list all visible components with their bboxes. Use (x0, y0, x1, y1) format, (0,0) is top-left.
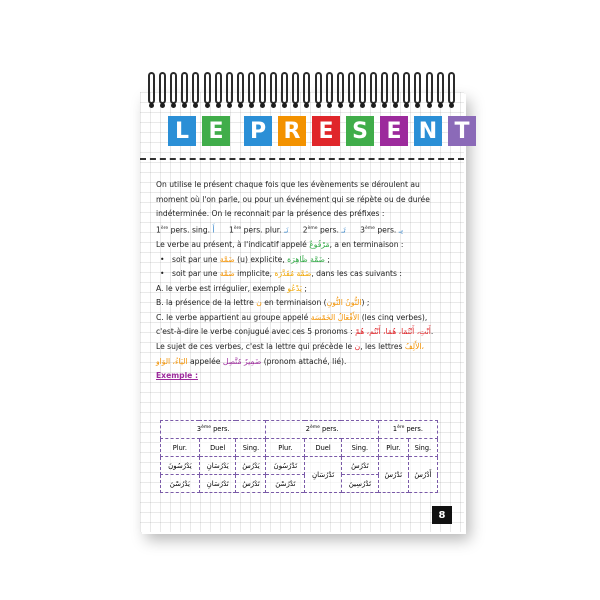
binding-ring (270, 72, 277, 104)
binding-ring (370, 72, 377, 104)
binding-ring (281, 72, 288, 104)
subheader-cell: Plur. (161, 439, 200, 457)
binding-ring (359, 72, 366, 104)
table-cell: تَدْرُسُ (236, 475, 266, 493)
subheader-cell: Plur. (378, 439, 408, 457)
conjugation-table (160, 420, 438, 493)
subheader-cell: Sing. (408, 439, 437, 457)
sujet-line-2: اليَاءُ، الوَاو appelée ضَمِيرٌ مُتَّصِل (pronom attaché, lié). (156, 356, 347, 366)
binding-ring (170, 72, 177, 104)
binding-ring (226, 72, 233, 104)
prefix-1-sing: 1ère pers. sing. أَ (156, 225, 215, 235)
prefix-2: 2ème pers. تَـ (302, 225, 346, 235)
title-letter-tile: E (312, 116, 340, 146)
title-letter-tile: E (202, 116, 230, 146)
table-cell: نَدْرُسُ (378, 457, 408, 493)
binding-ring (159, 72, 166, 104)
table-cell: يَدْرُسُ (236, 457, 266, 475)
subheader-cell: Duel (199, 439, 236, 457)
table-cell: تَدْرُسْنَ (266, 475, 305, 493)
case-c-pronouns: c'est-à-dire le verbe conjugué avec ces 5 pronoms : أَنْتِ، أَنْتُمَا، هُمَا، أَنْتُم، هُمْ. (156, 327, 434, 337)
prefix-1-plur: 1ère pers. plur. نَـ (229, 225, 289, 235)
group-3-header: 3ème pers. (161, 421, 266, 439)
subheader-cell: Sing. (341, 439, 378, 457)
spiral-binding (148, 72, 458, 112)
title-letter-tile: E (380, 116, 408, 146)
binding-ring (237, 72, 244, 104)
binding-ring (204, 72, 211, 104)
table-cell: تَدْرُسَانِ (199, 475, 236, 493)
title-letter-tile: P (244, 116, 272, 146)
binding-ring (148, 72, 155, 104)
group-2-header: 2ème pers. (266, 421, 378, 439)
subheader-cell: Plur. (266, 439, 305, 457)
bullet-explicit: • soit par une ضَمَّة (u) explicite, ضَمَّة ظَاهِرَة ; (156, 253, 448, 268)
table-cell: تَدْرُسِينَ (341, 475, 378, 493)
binding-ring (437, 72, 444, 104)
title-letter-tile: L (168, 116, 196, 146)
table-header-row (161, 421, 438, 439)
subheader-cell: Sing. (236, 439, 266, 457)
prefix-line (156, 222, 448, 238)
table-row (161, 457, 438, 475)
binding-ring (381, 72, 388, 104)
binding-ring (215, 72, 222, 104)
binding-ring (315, 72, 322, 104)
binding-ring (259, 72, 266, 104)
binding-ring (414, 72, 421, 104)
title-divider (140, 158, 464, 160)
binding-ring (337, 72, 344, 104)
group-1-header: 1ère pers. (378, 421, 437, 439)
title-letter-tile: N (414, 116, 442, 146)
case-c: C. le verbe appartient au groupe appelé الأَفْعَالُ الخَمْسَة (les cinq verbes), (156, 312, 428, 322)
table-cell: يَدْرُسُونَ (161, 457, 200, 475)
bullet-implicit: • soit par une ضَمَّة implicite, ضَمَّة مُقَدَّرَة, dans les cas suivants : (156, 267, 448, 282)
binding-ring (326, 72, 333, 104)
title-letter-tile: S (346, 116, 374, 146)
table-cell: تَدْرُسُ (341, 457, 378, 475)
binding-ring (181, 72, 188, 104)
exemple-label: Exemple : (156, 371, 199, 381)
intro-paragraph: On utilise le présent chaque fois que les évènements se déroulent au moment où l'on parle, ou pour un événement qui se répète ou de durée indéterminée. On le reconnait par la présence des préfixes : (156, 180, 430, 219)
binding-ring (292, 72, 299, 104)
page-number: 8 (432, 506, 452, 524)
binding-ring (192, 72, 199, 104)
binding-ring (426, 72, 433, 104)
title-letter-tile: R (278, 116, 306, 146)
case-b: B. la présence de la lettre ن en terminaison (النُّونُ النُّونِ) ; (156, 298, 370, 308)
subheader-cell: Duel (305, 439, 342, 457)
prefix-3: 3ème pers. يـ (360, 225, 404, 235)
binding-ring (303, 72, 310, 104)
table-cell: يَدْرُسْنَ (161, 475, 200, 493)
page-title (168, 116, 476, 146)
sujet-line-1: Le sujet de ces verbes, c'est la lettre qui précède le ن, les lettres الأَلِفُ، (156, 342, 424, 352)
binding-ring (348, 72, 355, 104)
case-a: A. le verbe est irrégulier, exemple يَدْعُو ; (156, 283, 307, 293)
binding-ring (392, 72, 399, 104)
notebook-page (140, 92, 470, 532)
table-cell: تَدْرُسُونَ (266, 457, 305, 475)
binding-ring (403, 72, 410, 104)
binding-ring (248, 72, 255, 104)
table-subheader-row (161, 439, 438, 457)
table-cell: أَدْرُسُ (408, 457, 437, 493)
table-cell: يَدْرُسَانِ (199, 457, 236, 475)
binding-ring (448, 72, 455, 104)
table-cell: تَدْرُسَانِ (305, 457, 342, 493)
lesson-text (156, 178, 448, 384)
marfu-line: Le verbe au présent, à l'indicatif appelé مَرْفُوعٌ, a en terminaison : (156, 239, 404, 249)
title-letter-tile: T (448, 116, 476, 146)
